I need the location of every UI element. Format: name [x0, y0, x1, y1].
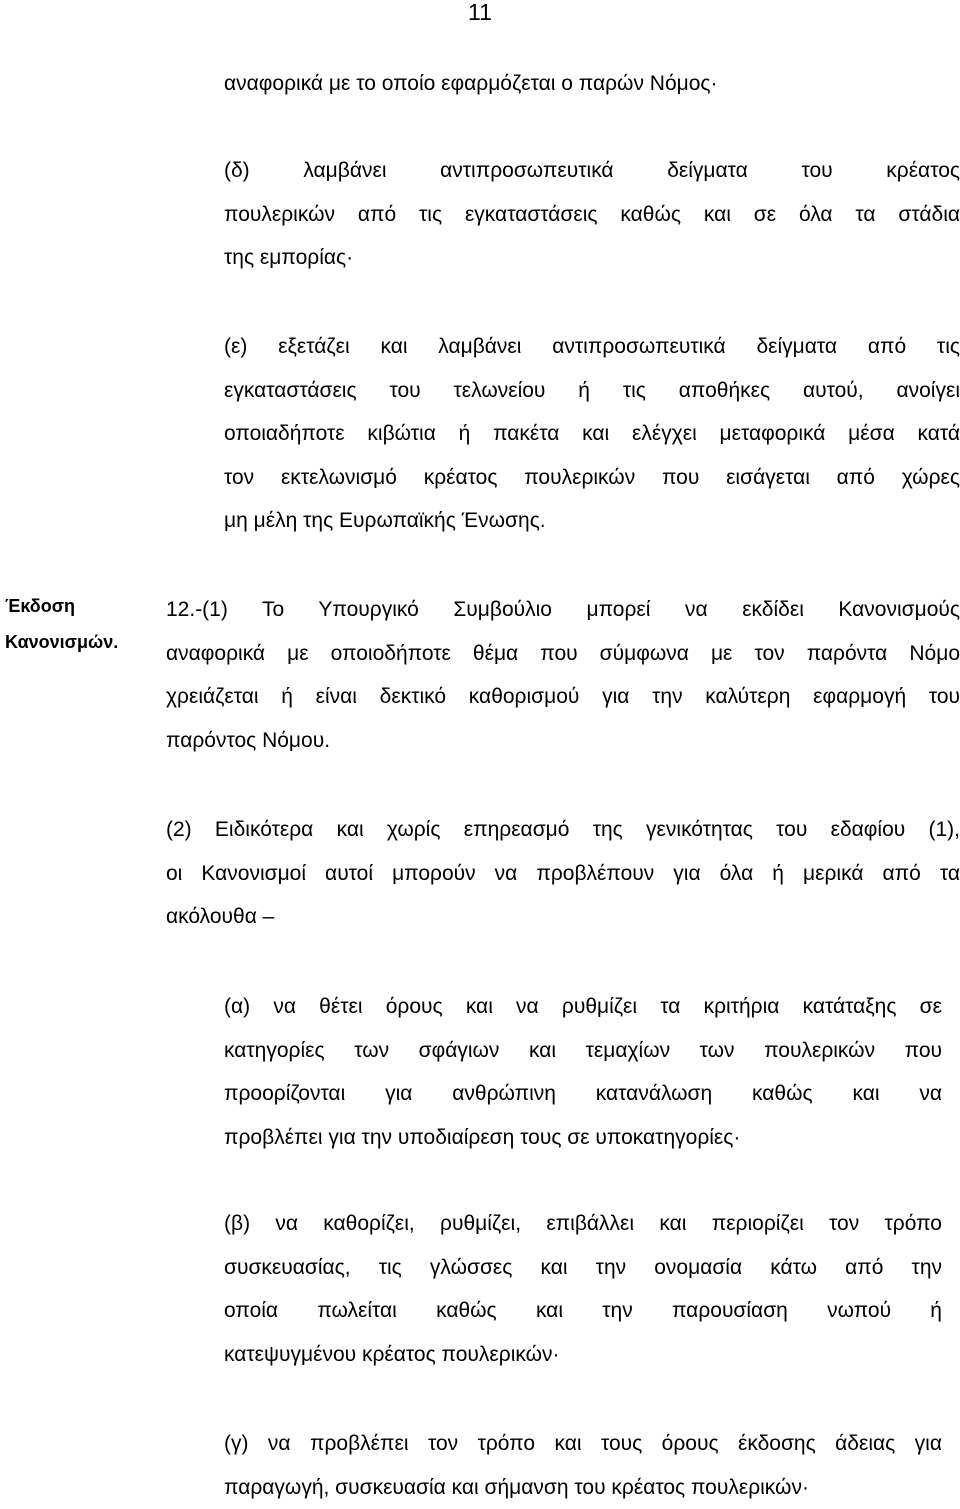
- paragraph-epsilon: [224, 325, 960, 543]
- text-line: (β) να καθορίζει, ρυθμίζει, επιβάλλει και περιορίζει τον τρόπο: [224, 1202, 942, 1246]
- section-12-subsection-2: [166, 808, 960, 939]
- text-line: κατεψυγμένου κρέατος πουλερικών·: [224, 1333, 942, 1377]
- text-line: προβλέπει για την υποδιαίρεση τους σε υποκατηγορίες·: [224, 1116, 942, 1160]
- text-line: οποία πωλείται καθώς και την παρουσίαση νωπού ή: [224, 1289, 942, 1333]
- text-line: (γ) να προβλέπει τον τρόπο και τους όρους έκδοσης άδειας για: [224, 1422, 942, 1466]
- paragraph-continuation: [224, 62, 940, 106]
- margin-note: [5, 588, 155, 660]
- text-line: κατηγορίες των σφάγιων και τεμαχίων των πουλερικών που: [224, 1029, 942, 1073]
- paragraph-gamma: [224, 1422, 942, 1509]
- text-line: της εμπορίας·: [224, 236, 960, 280]
- text-line: προορίζονται για ανθρώπινη κατανάλωση καθώς και να: [224, 1072, 942, 1116]
- text-line: οποιαδήποτε κιβώτια ή πακέτα και ελέγχει μεταφορικά μέσα κατά: [224, 412, 960, 456]
- text-line: (δ) λαμβάνει αντιπροσωπευτικά δείγματα του κρέατος: [224, 149, 960, 193]
- text-line: (α) να θέτει όρους και να ρυθμίζει τα κριτήρια κατάταξης σε: [224, 985, 942, 1029]
- margin-note-line: Έκδοση: [5, 588, 155, 624]
- paragraph-alpha: [224, 985, 942, 1159]
- text-line: εγκαταστάσεις του τελωνείου ή τις αποθήκες αυτού, ανοίγει: [224, 369, 960, 413]
- text-line: (2) Ειδικότερα και χωρίς επηρεασμό της γενικότητας του εδαφίου (1),: [166, 808, 960, 852]
- text-line: μη μέλη της Ευρωπαϊκής Ένωσης.: [224, 499, 960, 543]
- margin-note-line: Κανονισμών.: [5, 624, 155, 660]
- text-line: τον εκτελωνισμό κρέατος πουλερικών που εισάγεται από χώρες: [224, 456, 960, 500]
- text-line: συσκευασίας, τις γλώσσες και την ονομασία κάτω από την: [224, 1246, 942, 1290]
- text-line: παραγωγή, συσκευασία και σήμανση του κρέατος πουλερικών·: [224, 1466, 942, 1509]
- page-number: 11: [0, 0, 960, 26]
- text-line: αναφορικά με το οποίο εφαρμόζεται ο παρών Νόμος·: [224, 62, 940, 106]
- text-line: παρόντος Νόμου.: [166, 719, 960, 763]
- text-line: (ε) εξετάζει και λαμβάνει αντιπροσωπευτικά δείγματα από τις: [224, 325, 960, 369]
- text-line: ακόλουθα –: [166, 895, 960, 939]
- paragraph-delta: [224, 149, 960, 280]
- text-line: χρειάζεται ή είναι δεκτικό καθορισμού για την καλύτερη εφαρμογή του: [166, 675, 960, 719]
- text-line: αναφορικά με οποιοδήποτε θέμα που σύμφωνα με τον παρόντα Νόμο: [166, 632, 960, 676]
- paragraph-beta: [224, 1202, 942, 1376]
- text-line: 12.-(1) Το Υπουργικό Συμβούλιο μπορεί να εκδίδει Κανονισμούς: [166, 588, 960, 632]
- text-line: οι Κανονισμοί αυτοί μπορούν να προβλέπουν για όλα ή μερικά από τα: [166, 852, 960, 896]
- section-12-subsection-1: [166, 588, 960, 762]
- text-line: πουλερικών από τις εγκαταστάσεις καθώς και σε όλα τα στάδια: [224, 193, 960, 237]
